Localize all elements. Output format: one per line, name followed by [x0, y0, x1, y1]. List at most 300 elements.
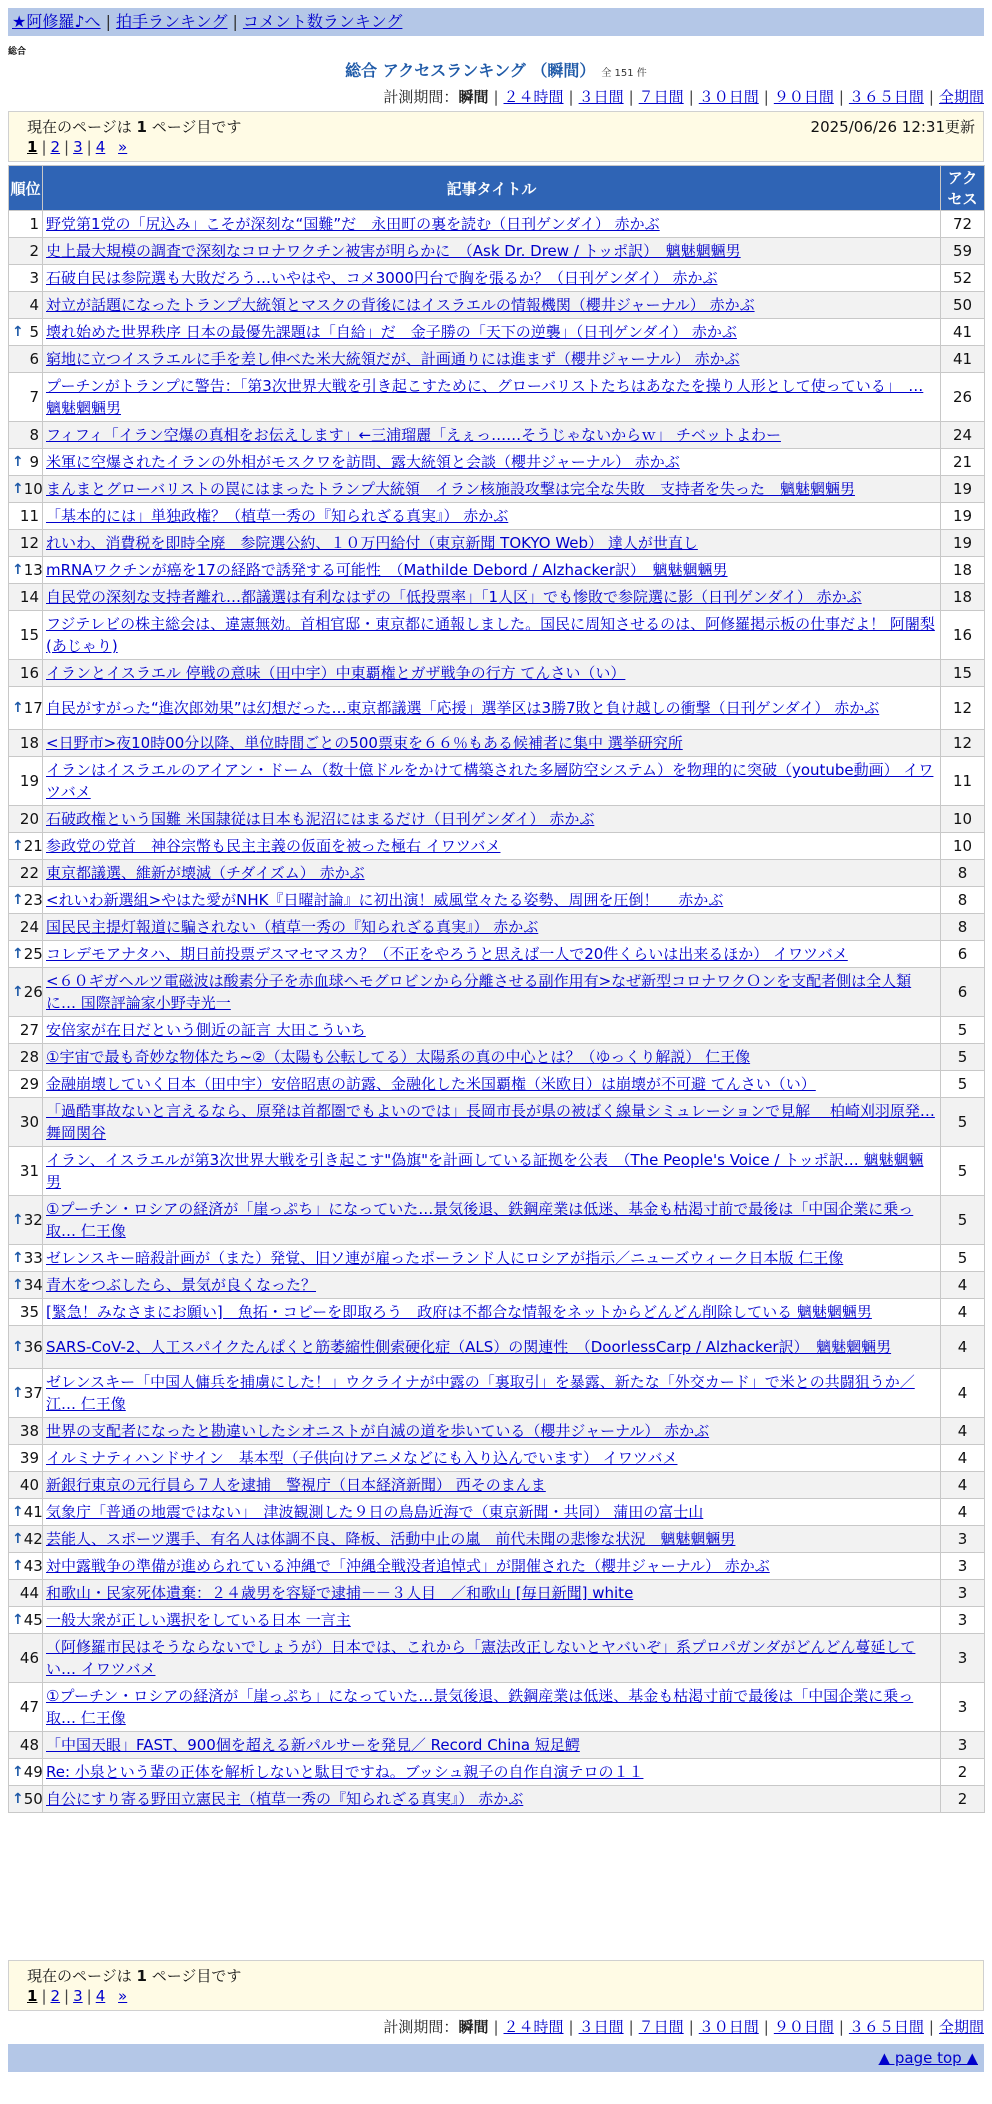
- rank-number: 15: [19, 626, 39, 644]
- article-title-link[interactable]: 参政党の党首 神谷宗幣も民主主義の仮面を被った極右 イワツバメ: [46, 837, 501, 855]
- updated-timestamp: 2025/06/26 12:31更新: [810, 118, 975, 136]
- rank-cell: [9, 941, 43, 968]
- access-count: 4: [941, 1445, 985, 1472]
- page-separator: |: [86, 138, 92, 156]
- article-title-link[interactable]: 和歌山・民家死体遺棄：２４歳男を容疑で逮捕－－３人目 ／和歌山 [毎日新聞] white: [46, 1584, 634, 1602]
- access-count: 3: [941, 1683, 985, 1732]
- rank-up-arrow-icon: ↑: [12, 1212, 24, 1228]
- rank-number: 1: [29, 215, 39, 233]
- article-title-link[interactable]: SARS-CoV-2、人工スパイクたんぱくと筋萎縮性側索硬化症（ALS）の関連性 （DoorlessCarp / Alzhacker訳） 魑魅魍魎男: [46, 1338, 892, 1356]
- pagination-box-top: [8, 111, 984, 162]
- article-title-link[interactable]: ①プーチン・ロシアの経済が「崖っぷち」になっていた…景気後退、鉄鋼産業は低迷、基金も枯渇寸前で最後は「中国企業に乗っ取… 仁王像: [46, 1200, 914, 1240]
- period-label: 計測期間：: [383, 88, 459, 106]
- rank-cell: [9, 1526, 43, 1553]
- article-title-link[interactable]: [緊急！みなさまにお願い] 魚拓・コピーを即取ろう 政府は不都合な情報をネットからどんどん削除している 魑魅魍魎男: [46, 1303, 872, 1321]
- rank-up-arrow-icon: ↑: [12, 1339, 24, 1355]
- access-count: 3: [941, 1580, 985, 1607]
- nav-separator: |: [105, 12, 111, 31]
- access-count: 24: [941, 422, 985, 449]
- access-count: 8: [941, 860, 985, 887]
- rank-number: 35: [19, 1303, 39, 1321]
- rank-up-arrow-icon: ↑: [12, 892, 24, 908]
- rank-cell: [9, 611, 43, 660]
- rank-number: 3: [29, 269, 39, 287]
- current-page-text: [27, 1965, 241, 1986]
- rank-number: 17: [23, 699, 43, 717]
- page-title: 総合 アクセスランキング （瞬間）: [345, 61, 596, 80]
- period-separator: |: [688, 88, 694, 106]
- page-links: [27, 1987, 127, 2005]
- table-row: [9, 1526, 985, 1553]
- table-row: [9, 1071, 985, 1098]
- home-link[interactable]: ★阿修羅♪へ: [12, 12, 101, 31]
- rank-up-arrow-icon: ↑: [12, 481, 24, 497]
- rank-number: 18: [19, 734, 39, 752]
- period-option[interactable]: ３６５日間: [848, 88, 924, 106]
- rank-number: 25: [23, 945, 43, 963]
- rank-number: 30: [19, 1113, 39, 1131]
- table-row: [9, 449, 985, 476]
- article-title-link[interactable]: プーチンがトランプに警告：「第3次世界大戦を引き起こすために、グローバリストたちはあなたを操り人形として使っている」 … 魑魅魍魎男: [46, 377, 924, 417]
- period-option[interactable]: ２４時間: [503, 2018, 564, 2036]
- rank-cell: [9, 1369, 43, 1418]
- table-row: [9, 833, 985, 860]
- rank-number: 38: [19, 1422, 39, 1440]
- table-row: [9, 887, 985, 914]
- table-row: [9, 757, 985, 806]
- col-rank-header: 順位: [9, 166, 43, 211]
- access-count: 72: [941, 211, 985, 238]
- access-count: 3: [941, 1526, 985, 1553]
- article-title-link[interactable]: Re: 小泉という輩の正体を解析しないと駄目ですね。ブッシュ親子の自作自演テロの１１: [46, 1763, 644, 1781]
- rank-cell: [9, 1272, 43, 1299]
- rank-number: 39: [19, 1449, 39, 1467]
- article-title-link[interactable]: イランとイスラエル 停戦の意味（田中宇）中東覇権とガザ戦争の行方 てんさい（い）: [46, 664, 626, 682]
- title-cell: [43, 687, 941, 730]
- period-separator: |: [628, 2018, 634, 2036]
- rank-number: 40: [19, 1476, 39, 1494]
- article-title-link[interactable]: 対中露戦争の準備が進められている沖縄で「沖縄全戦没者追悼式」が開催された（櫻井ジャーナル） 赤かぶ: [46, 1557, 770, 1575]
- article-title-link[interactable]: 安倍家が在日だという側近の証言 大田こういち: [46, 1021, 366, 1039]
- access-count: 4: [941, 1326, 985, 1369]
- access-count: 6: [941, 968, 985, 1017]
- rank-cell: [9, 503, 43, 530]
- period-separator: |: [493, 2018, 499, 2036]
- rank-cell: [9, 887, 43, 914]
- rank-cell: [9, 687, 43, 730]
- total-count: 全 151 件: [601, 68, 647, 79]
- access-count: 5: [941, 1147, 985, 1196]
- article-title-link[interactable]: 「基本的には」単独政権？（植草一秀の『知られざる真実』） 赤かぶ: [46, 507, 509, 525]
- article-title-link[interactable]: （阿修羅市民はそうならないでしょうが）日本では、これから「憲法改正しないとヤバいぞ」系プロパガンダがどんどん蔓延してい… イワツバメ: [46, 1638, 916, 1678]
- rank-cell: [9, 211, 43, 238]
- access-count: 2: [941, 1786, 985, 1813]
- access-count: 41: [941, 319, 985, 346]
- table-row: [9, 1098, 985, 1147]
- table-row: [9, 687, 985, 730]
- rank-number: 50: [23, 1790, 43, 1808]
- title-cell: [43, 1017, 941, 1044]
- table-row: [9, 1196, 985, 1245]
- title-cell: [43, 557, 941, 584]
- rank-cell: [9, 1683, 43, 1732]
- article-title-link[interactable]: 石破政権という国難 米国隷従は日本も泥沼にはまるだけ（日刊ゲンダイ） 赤かぶ: [46, 810, 595, 828]
- rank-number: 43: [23, 1557, 43, 1575]
- footer-bar: [8, 2044, 984, 2072]
- access-count: 19: [941, 503, 985, 530]
- title-cell: [43, 238, 941, 265]
- article-title-link[interactable]: 一般大衆が正しい選択をしている日本 一言主: [46, 1611, 351, 1629]
- article-title-link[interactable]: 自民党の深刻な支持者離れ…都議選は有利なはずの「低投票率」「1人区」でも惨敗で参院選に影（日刊ゲンダイ） 赤かぶ: [46, 588, 862, 606]
- rank-cell: [9, 1445, 43, 1472]
- rank-number: 42: [23, 1530, 43, 1548]
- period-separator: |: [568, 2018, 574, 2036]
- access-count: 12: [941, 687, 985, 730]
- page-link[interactable]: 4: [95, 138, 106, 156]
- rank-cell: [9, 914, 43, 941]
- rank-cell: [9, 1326, 43, 1369]
- article-title-link[interactable]: 気象庁「普通の地震ではない」 津波観測した９日の鳥島近海で（東京新聞・共同） 蒲田の富士山: [46, 1503, 704, 1521]
- period-option[interactable]: ３日間: [578, 2018, 624, 2036]
- rank-number: 19: [19, 772, 39, 790]
- table-row: [9, 914, 985, 941]
- period-option[interactable]: ３６５日間: [848, 2018, 924, 2036]
- rank-cell: [9, 1553, 43, 1580]
- table-row: [9, 530, 985, 557]
- table-row: [9, 968, 985, 1017]
- period-option[interactable]: ３日間: [578, 88, 624, 106]
- table-row: [9, 557, 985, 584]
- title-cell: [43, 1634, 941, 1683]
- table-row: [9, 730, 985, 757]
- period-separator: |: [838, 2018, 844, 2036]
- title-cell: [43, 373, 941, 422]
- access-count: 16: [941, 611, 985, 660]
- period-option[interactable]: 全期間: [938, 2018, 984, 2036]
- title-cell: [43, 1369, 941, 1418]
- article-title-link[interactable]: <日野市>夜10時00分以降、単位時間ごとの500票束を６６％もある候補者に集中 選挙研究所: [46, 734, 683, 752]
- rank-number: 13: [23, 561, 43, 579]
- table-row: [9, 1786, 985, 1813]
- table-row: [9, 1634, 985, 1683]
- rank-cell: [9, 1759, 43, 1786]
- rank-cell: [9, 968, 43, 1017]
- rank-number: 2: [29, 242, 39, 260]
- rank-number: 6: [29, 350, 39, 368]
- rank-cell: [9, 1634, 43, 1683]
- access-count: 5: [941, 1044, 985, 1071]
- article-title-link[interactable]: ゼレンスキー「中国人傭兵を捕虜にした！」ウクライナが中露の「裏取引」を暴露、新たな「外交カード」で米との共闘狙うか／江… 仁王像: [46, 1373, 915, 1413]
- period-separator: |: [928, 2018, 934, 2036]
- top-nav-bar: [8, 8, 984, 36]
- article-title-link[interactable]: 自民がすがった“進次郎効果”は幻想だった…東京都議選「応援」選挙区は3勝7敗と負け越しの衝撃（日刊ゲンダイ） 赤かぶ: [46, 699, 880, 717]
- rank-number: 34: [23, 1276, 43, 1294]
- rank-up-arrow-icon: ↑: [12, 1558, 24, 1574]
- rank-cell: [9, 530, 43, 557]
- access-count: 15: [941, 660, 985, 687]
- period-option[interactable]: ３０日間: [698, 2018, 759, 2036]
- article-title-link[interactable]: まんまとグローバリストの罠にはまったトランプ大統領 イラン核施設攻撃は完全な失敗 支持者を失った 魑魅魍魎男: [46, 480, 855, 498]
- page-link-current: 1: [27, 1987, 38, 2005]
- rank-number: 24: [19, 918, 39, 936]
- access-count: 3: [941, 1732, 985, 1759]
- table-row: [9, 1683, 985, 1732]
- table-row: [9, 503, 985, 530]
- article-title-link[interactable]: イラン、イスラエルが第3次世界大戦を引き起こす"偽旗"を計画している証拠を公表 （The People's Voice / トッポ訳… 魑魅魍魎男: [46, 1151, 924, 1191]
- period-option[interactable]: ７日間: [638, 88, 684, 106]
- access-count: 10: [941, 806, 985, 833]
- access-count: 11: [941, 757, 985, 806]
- access-count: 5: [941, 1071, 985, 1098]
- rank-number: 23: [23, 891, 43, 909]
- rank-up-arrow-icon: ↑: [12, 1504, 24, 1520]
- access-count: 5: [941, 1017, 985, 1044]
- title-cell: [43, 730, 941, 757]
- rank-number: 41: [23, 1503, 43, 1521]
- period-selector-bottom: [383, 2016, 984, 2037]
- period-option[interactable]: ９０日間: [773, 88, 834, 106]
- page-links: [27, 138, 127, 156]
- article-title-link[interactable]: 野党第1党の「尻込み」こそが深刻な“国難”だ 永田町の裏を読む（日刊ゲンダイ） 赤かぶ: [46, 215, 660, 233]
- title-cell: [43, 1445, 941, 1472]
- article-title-link[interactable]: 史上最大規模の調査で深刻なコロナワクチン被害が明らかに （Ask Dr. Drew / トッポ訳） 魑魅魍魎男: [46, 242, 741, 260]
- article-title-link[interactable]: 米軍に空爆されたイランの外相がモスクワを訪問、露大統領と会談（櫻井ジャーナル） 赤かぶ: [46, 453, 680, 471]
- title-cell: [43, 1245, 941, 1272]
- title-cell: [43, 1732, 941, 1759]
- access-count: 52: [941, 265, 985, 292]
- article-title-link[interactable]: イルミナティハンドサイン 基本型（子供向けアニメなどにも入り込んでいます） イワツバメ: [46, 1449, 678, 1467]
- rank-up-arrow-icon: ↑: [12, 946, 24, 962]
- article-title-link[interactable]: 青木をつぶしたら、景気が良くなった？: [46, 1276, 317, 1294]
- article-title-link[interactable]: イランはイスラエルのアイアン・ドーム（数十億ドルをかけて構築された多層防空システム）を物理的に突破（youtube動画） イワツバメ: [46, 761, 934, 801]
- article-title-link[interactable]: コレデモアナタハ、期日前投票デスマセマスカ？（不正をやろうと思えば一人で20件くらいは出来るほか） イワツバメ: [46, 945, 848, 963]
- period-option[interactable]: ２４時間: [503, 88, 564, 106]
- rank-number: 12: [19, 534, 39, 552]
- table-row: [9, 1472, 985, 1499]
- category-tag: 総合: [8, 47, 27, 57]
- title-cell: [43, 1526, 941, 1553]
- rank-number: 11: [19, 507, 39, 525]
- period-option[interactable]: ３０日間: [698, 88, 759, 106]
- rank-number: 47: [19, 1698, 39, 1716]
- table-row: [9, 1369, 985, 1418]
- table-row: [9, 1553, 985, 1580]
- current-page-number: 1: [136, 1967, 147, 1985]
- article-title-link[interactable]: フジテレビの株主総会は、違憲無効。首相官邸・東京都に通報しました。国民に周知させるのは、阿修羅掲示板の仕事だよ！ 阿闍梨(あじゃり): [46, 615, 935, 655]
- period-separator: |: [763, 2018, 769, 2036]
- access-count: 8: [941, 914, 985, 941]
- page-link[interactable]: 2: [50, 1987, 61, 2005]
- access-count: 3: [941, 1553, 985, 1580]
- article-title-link[interactable]: 壊れ始めた世界秩序 日本の最優先課題は「自給」だ 金子勝の「天下の逆襲」（日刊ゲンダイ） 赤かぶ: [46, 323, 737, 341]
- table-row: [9, 1147, 985, 1196]
- rank-cell: [9, 860, 43, 887]
- table-row: [9, 422, 985, 449]
- table-row: [9, 1759, 985, 1786]
- page-separator: [105, 138, 118, 156]
- page-link[interactable]: 3: [73, 138, 83, 156]
- rank-cell: [9, 1418, 43, 1445]
- rank-number: 4: [29, 296, 39, 314]
- rank-cell: [9, 319, 43, 346]
- rank-cell: [9, 1472, 43, 1499]
- page-link[interactable]: 2: [50, 138, 61, 156]
- article-title-link[interactable]: mRNAワクチンが癌を17の経路で誘発する可能性 （Mathilde Debord / Alzhacker訳） 魑魅魍魎男: [46, 561, 728, 579]
- rank-cell: [9, 660, 43, 687]
- article-title-link[interactable]: 窮地に立つイスラエルに手を差し伸べた米大統領だが、計画通りには進まず（櫻井ジャーナル） 赤かぶ: [46, 350, 740, 368]
- table-row: [9, 1580, 985, 1607]
- title-cell: [43, 1472, 941, 1499]
- article-title-link[interactable]: ゼレンスキー暗殺計画が（また）発覚、旧ソ連が雇ったポーランド人にロシアが指示／ニューズウィーク日本版 仁王像: [46, 1249, 844, 1267]
- article-title-link[interactable]: <れいわ新選組>やはた愛がNHK『日曜討論』に初出演！威風堂々たる姿勢、周囲を圧倒！ 赤かぶ: [46, 891, 724, 909]
- access-count: 21: [941, 449, 985, 476]
- rank-cell: [9, 1044, 43, 1071]
- period-option[interactable]: 全期間: [938, 88, 984, 106]
- table-row: [9, 1445, 985, 1472]
- access-count: 5: [941, 1196, 985, 1245]
- period-selector-top: [383, 86, 984, 107]
- page-link[interactable]: 4: [95, 1987, 106, 2005]
- page-separator: |: [41, 1987, 47, 2005]
- rank-number: 26: [23, 983, 43, 1001]
- access-count: 18: [941, 557, 985, 584]
- article-title-link[interactable]: 「中国天眼」FAST、900個を超える新パルサーを発見／ Record China 短足鰐: [46, 1736, 580, 1754]
- page-separator: |: [64, 1987, 70, 2005]
- access-count: 18: [941, 584, 985, 611]
- period-option[interactable]: ７日間: [638, 2018, 684, 2036]
- rank-up-arrow-icon: ↑: [12, 838, 24, 854]
- rank-number: 33: [23, 1249, 43, 1267]
- period-current: 瞬間: [458, 88, 489, 106]
- title-cell: [43, 1683, 941, 1732]
- current-page-suffix: ページ目です: [151, 1967, 242, 1985]
- rank-up-arrow-icon: ↑: [12, 1277, 24, 1293]
- title-cell: [43, 1196, 941, 1245]
- table-row: [9, 806, 985, 833]
- rank-number: 28: [19, 1048, 39, 1066]
- title-cell: [43, 887, 941, 914]
- rank-cell: [9, 557, 43, 584]
- title-cell: [43, 1071, 941, 1098]
- rank-cell: [9, 1786, 43, 1813]
- access-count: 5: [941, 1245, 985, 1272]
- table-row: [9, 238, 985, 265]
- rank-cell: [9, 1732, 43, 1759]
- article-title-link[interactable]: ①プーチン・ロシアの経済が「崖っぷち」になっていた…景気後退、鉄鋼産業は低迷、基金も枯渇寸前で最後は「中国企業に乗っ取… 仁王像: [46, 1687, 914, 1727]
- col-title-header: 記事タイトル: [43, 166, 941, 211]
- rank-cell: [9, 806, 43, 833]
- period-separator: |: [838, 88, 844, 106]
- rank-cell: [9, 730, 43, 757]
- access-count: 26: [941, 373, 985, 422]
- access-count: 4: [941, 1272, 985, 1299]
- access-count: 4: [941, 1472, 985, 1499]
- comment-ranking-link[interactable]: コメント数ランキング: [242, 12, 403, 31]
- rank-number: 8: [29, 426, 39, 444]
- article-title-link[interactable]: 金融崩壊していく日本（田中宇）安倍昭恵の訪露、金融化した米国覇権（米欧日）は崩壊が不可避 てんさい（い）: [46, 1075, 816, 1093]
- rank-cell: [9, 449, 43, 476]
- page-top-link[interactable]: ▲ page top ▲: [878, 2049, 978, 2067]
- rank-cell: [9, 1580, 43, 1607]
- article-title-link[interactable]: 対立が話題になったトランプ大統領とマスクの背後にはイスラエルの情報機関（櫻井ジャーナル） 赤かぶ: [46, 296, 755, 314]
- period-separator: |: [568, 88, 574, 106]
- article-title-link[interactable]: <６０ギガヘルツ電磁波は酸素分子を赤血球ヘモグロビンから分離させる副作用有>なぜ新型コロナワクＯンを支配者側は全人類に… 国際評論家小野寺光一: [46, 972, 912, 1012]
- title-cell: [43, 1499, 941, 1526]
- access-count: 3: [941, 1607, 985, 1634]
- current-page-text: [27, 116, 241, 137]
- rank-number: 44: [19, 1584, 39, 1602]
- rank-number: 7: [29, 388, 39, 406]
- article-title-link[interactable]: 「過酷事故ないと言えるなら、原発は首都圏でもよいのでは」長岡市長が県の被ばく線量シミュレーションで見解 柏崎刈羽原発… 舞岡関谷: [46, 1102, 935, 1142]
- title-cell: [43, 530, 941, 557]
- rank-number: 27: [19, 1021, 39, 1039]
- article-title-link[interactable]: フィフィ「イラン空爆の真相をお伝えします」←三浦瑠麗「えぇっ……そうじゃないからｗ」 チベットよわー: [46, 426, 781, 444]
- rank-number: 20: [19, 810, 39, 828]
- article-title-link[interactable]: 自公にすり寄る野田立憲民主（植草一秀の『知られざる真実』） 赤かぶ: [46, 1790, 524, 1808]
- article-title-link[interactable]: 石破自民は参院選も大敗だろう…いやはや、コメ3000円台で胸を張るか？（日刊ゲンダイ） 赤かぶ: [46, 269, 718, 287]
- col-access-header: アクセス: [941, 166, 985, 211]
- rank-cell: [9, 1071, 43, 1098]
- rank-number: 14: [19, 588, 39, 606]
- rank-cell: [9, 238, 43, 265]
- period-separator: |: [763, 88, 769, 106]
- title-cell: [43, 833, 941, 860]
- next-page-link[interactable]: »: [118, 138, 128, 156]
- article-title-link[interactable]: 芸能人、スポーツ選手、有名人は体調不良、降板、活動中止の嵐 前代未聞の悲惨な状況 魑魅魍魎男: [46, 1530, 736, 1548]
- access-count: 8: [941, 887, 985, 914]
- article-title-link[interactable]: 世界の支配者になったと勘違いしたシオニストが自滅の道を歩いている（櫻井ジャーナル） 赤かぶ: [46, 1422, 710, 1440]
- article-title-link[interactable]: 新銀行東京の元行員ら７人を逮捕 警視庁（日本経済新聞） 西そのまんま: [46, 1476, 546, 1494]
- rank-cell: [9, 1017, 43, 1044]
- clap-ranking-link[interactable]: 拍手ランキング: [115, 12, 228, 31]
- rank-number: 37: [23, 1384, 43, 1402]
- article-title-link[interactable]: れいわ、消費税を即時全廃 参院選公約、１０万円給付（東京新聞 TOKYO Web） 達人が世直し: [46, 534, 698, 552]
- rank-up-arrow-icon: ↑: [12, 324, 24, 340]
- access-count: 3: [941, 1634, 985, 1683]
- article-title-link[interactable]: ①宇宙で最も奇妙な物体たち~②（太陽も公転してる）太陽系の真の中心とは？（ゆっくり解説） 仁王像: [46, 1048, 751, 1066]
- access-count: 4: [941, 1299, 985, 1326]
- title-cell: [43, 346, 941, 373]
- rank-up-arrow-icon: ↑: [12, 1791, 24, 1807]
- period-option[interactable]: ９０日間: [773, 2018, 834, 2036]
- access-count: 41: [941, 346, 985, 373]
- rank-cell: [9, 373, 43, 422]
- title-cell: [43, 265, 941, 292]
- rank-number: 31: [19, 1162, 39, 1180]
- title-cell: [43, 860, 941, 887]
- current-page-prefix: 現在のページは: [27, 1967, 132, 1985]
- next-page-link[interactable]: »: [118, 1987, 128, 2005]
- table-row: [9, 611, 985, 660]
- table-row: [9, 292, 985, 319]
- article-title-link[interactable]: 国民民主提灯報道に騙されない（植草一秀の『知られざる真実』） 赤かぶ: [46, 918, 539, 936]
- title-cell: [43, 1299, 941, 1326]
- title-cell: [43, 211, 941, 238]
- table-row: [9, 584, 985, 611]
- ranking-table: [8, 165, 985, 1813]
- access-count: 6: [941, 941, 985, 968]
- period-current: 瞬間: [458, 2018, 489, 2036]
- page-link[interactable]: 3: [73, 1987, 83, 2005]
- rank-up-arrow-icon: ↑: [12, 984, 24, 1000]
- period-separator: |: [628, 88, 634, 106]
- article-title-link[interactable]: 東京都議選、維新が壊滅（チダイズム） 赤かぶ: [46, 864, 365, 882]
- rank-number: 29: [19, 1075, 39, 1093]
- nav-separator: |: [232, 12, 238, 31]
- period-label: 計測期間：: [383, 2018, 459, 2036]
- access-count: 4: [941, 1418, 985, 1445]
- title-cell: [43, 1607, 941, 1634]
